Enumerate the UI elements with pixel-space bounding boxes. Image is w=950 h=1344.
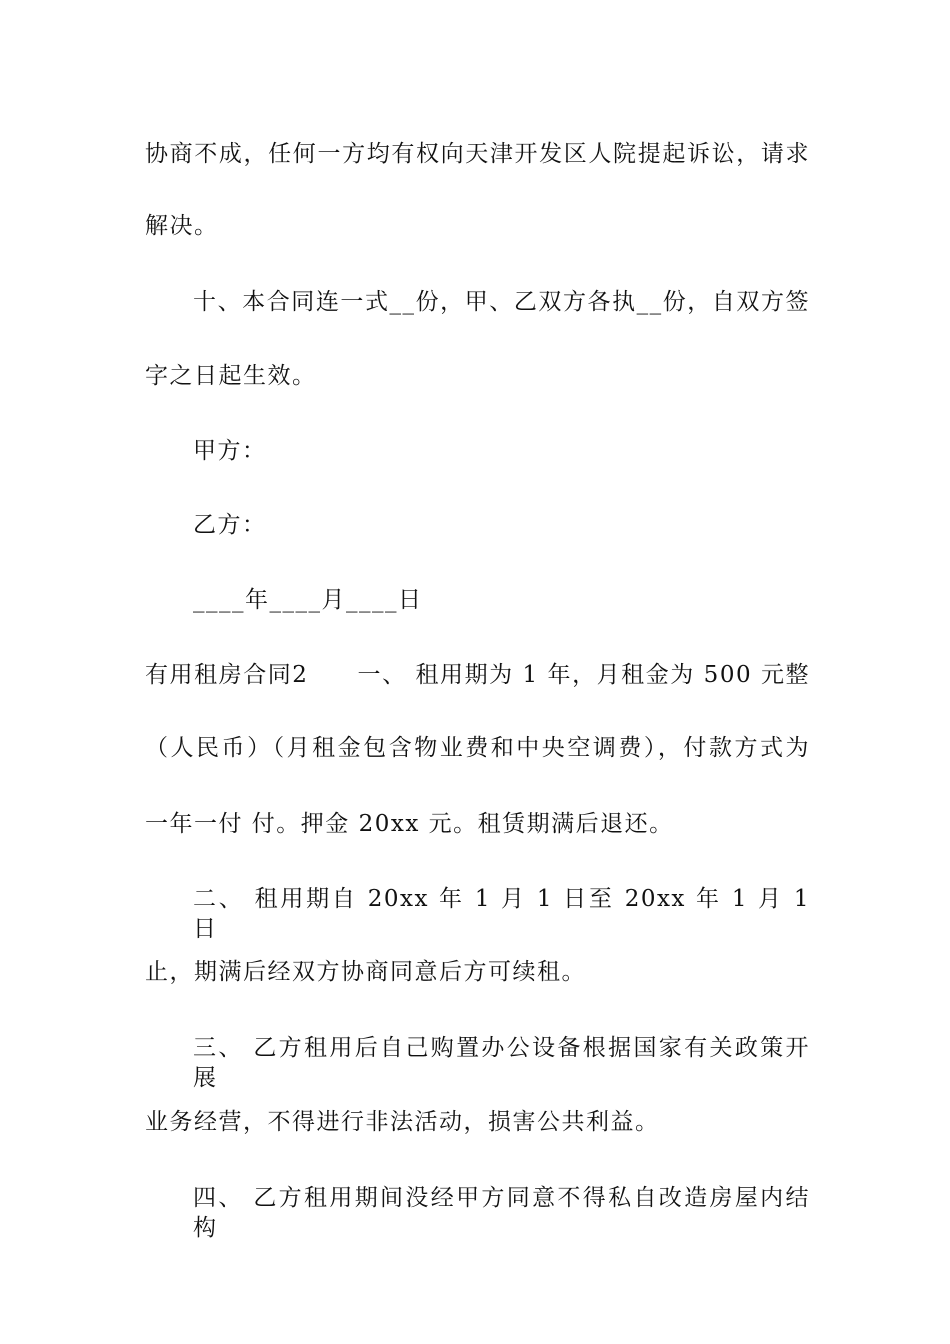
paragraph-line: 字之日起生效。 [145,363,317,389]
paragraph-line: 止，期满后经双方协商同意后方可续租。 [145,959,586,985]
party-a-label: 甲方： [193,438,267,464]
paragraph-line: 协商不成，任何一方均有权向天津开发区人院提起诉讼，请求 [145,141,810,167]
clause-four-line: 四、 乙方租用期间没经甲方同意不得私自改造房屋内结构 [193,1185,810,1241]
party-b-label: 乙方： [193,512,267,538]
paragraph-line: 一年一付 付。押金 20xx 元。租赁期满后退还。 [145,811,674,837]
paragraph-line: 解决。 [145,213,219,239]
clause-ten-line: 十、本合同连一式__份，甲、乙双方各执__份，自双方签 [193,289,810,315]
paragraph-line: 业务经营，不得进行非法活动，损害公共利益。 [145,1109,660,1135]
contract-heading-line: 有用租房合同2 一、 租用期为 1 年，月租金为 500 元整 [145,662,810,688]
paragraph-line: （人民币）（月租金包含物业费和中央空调费），付款方式为 [145,735,810,761]
clause-three-line: 三、 乙方租用后自己购置办公设备根据国家有关政策开展 [193,1035,810,1091]
date-line: ____年____月____日 [193,587,423,613]
clause-two-line: 二、 租用期自 20xx 年 1 月 1 日至 20xx 年 1 月 1 日 [193,886,810,942]
